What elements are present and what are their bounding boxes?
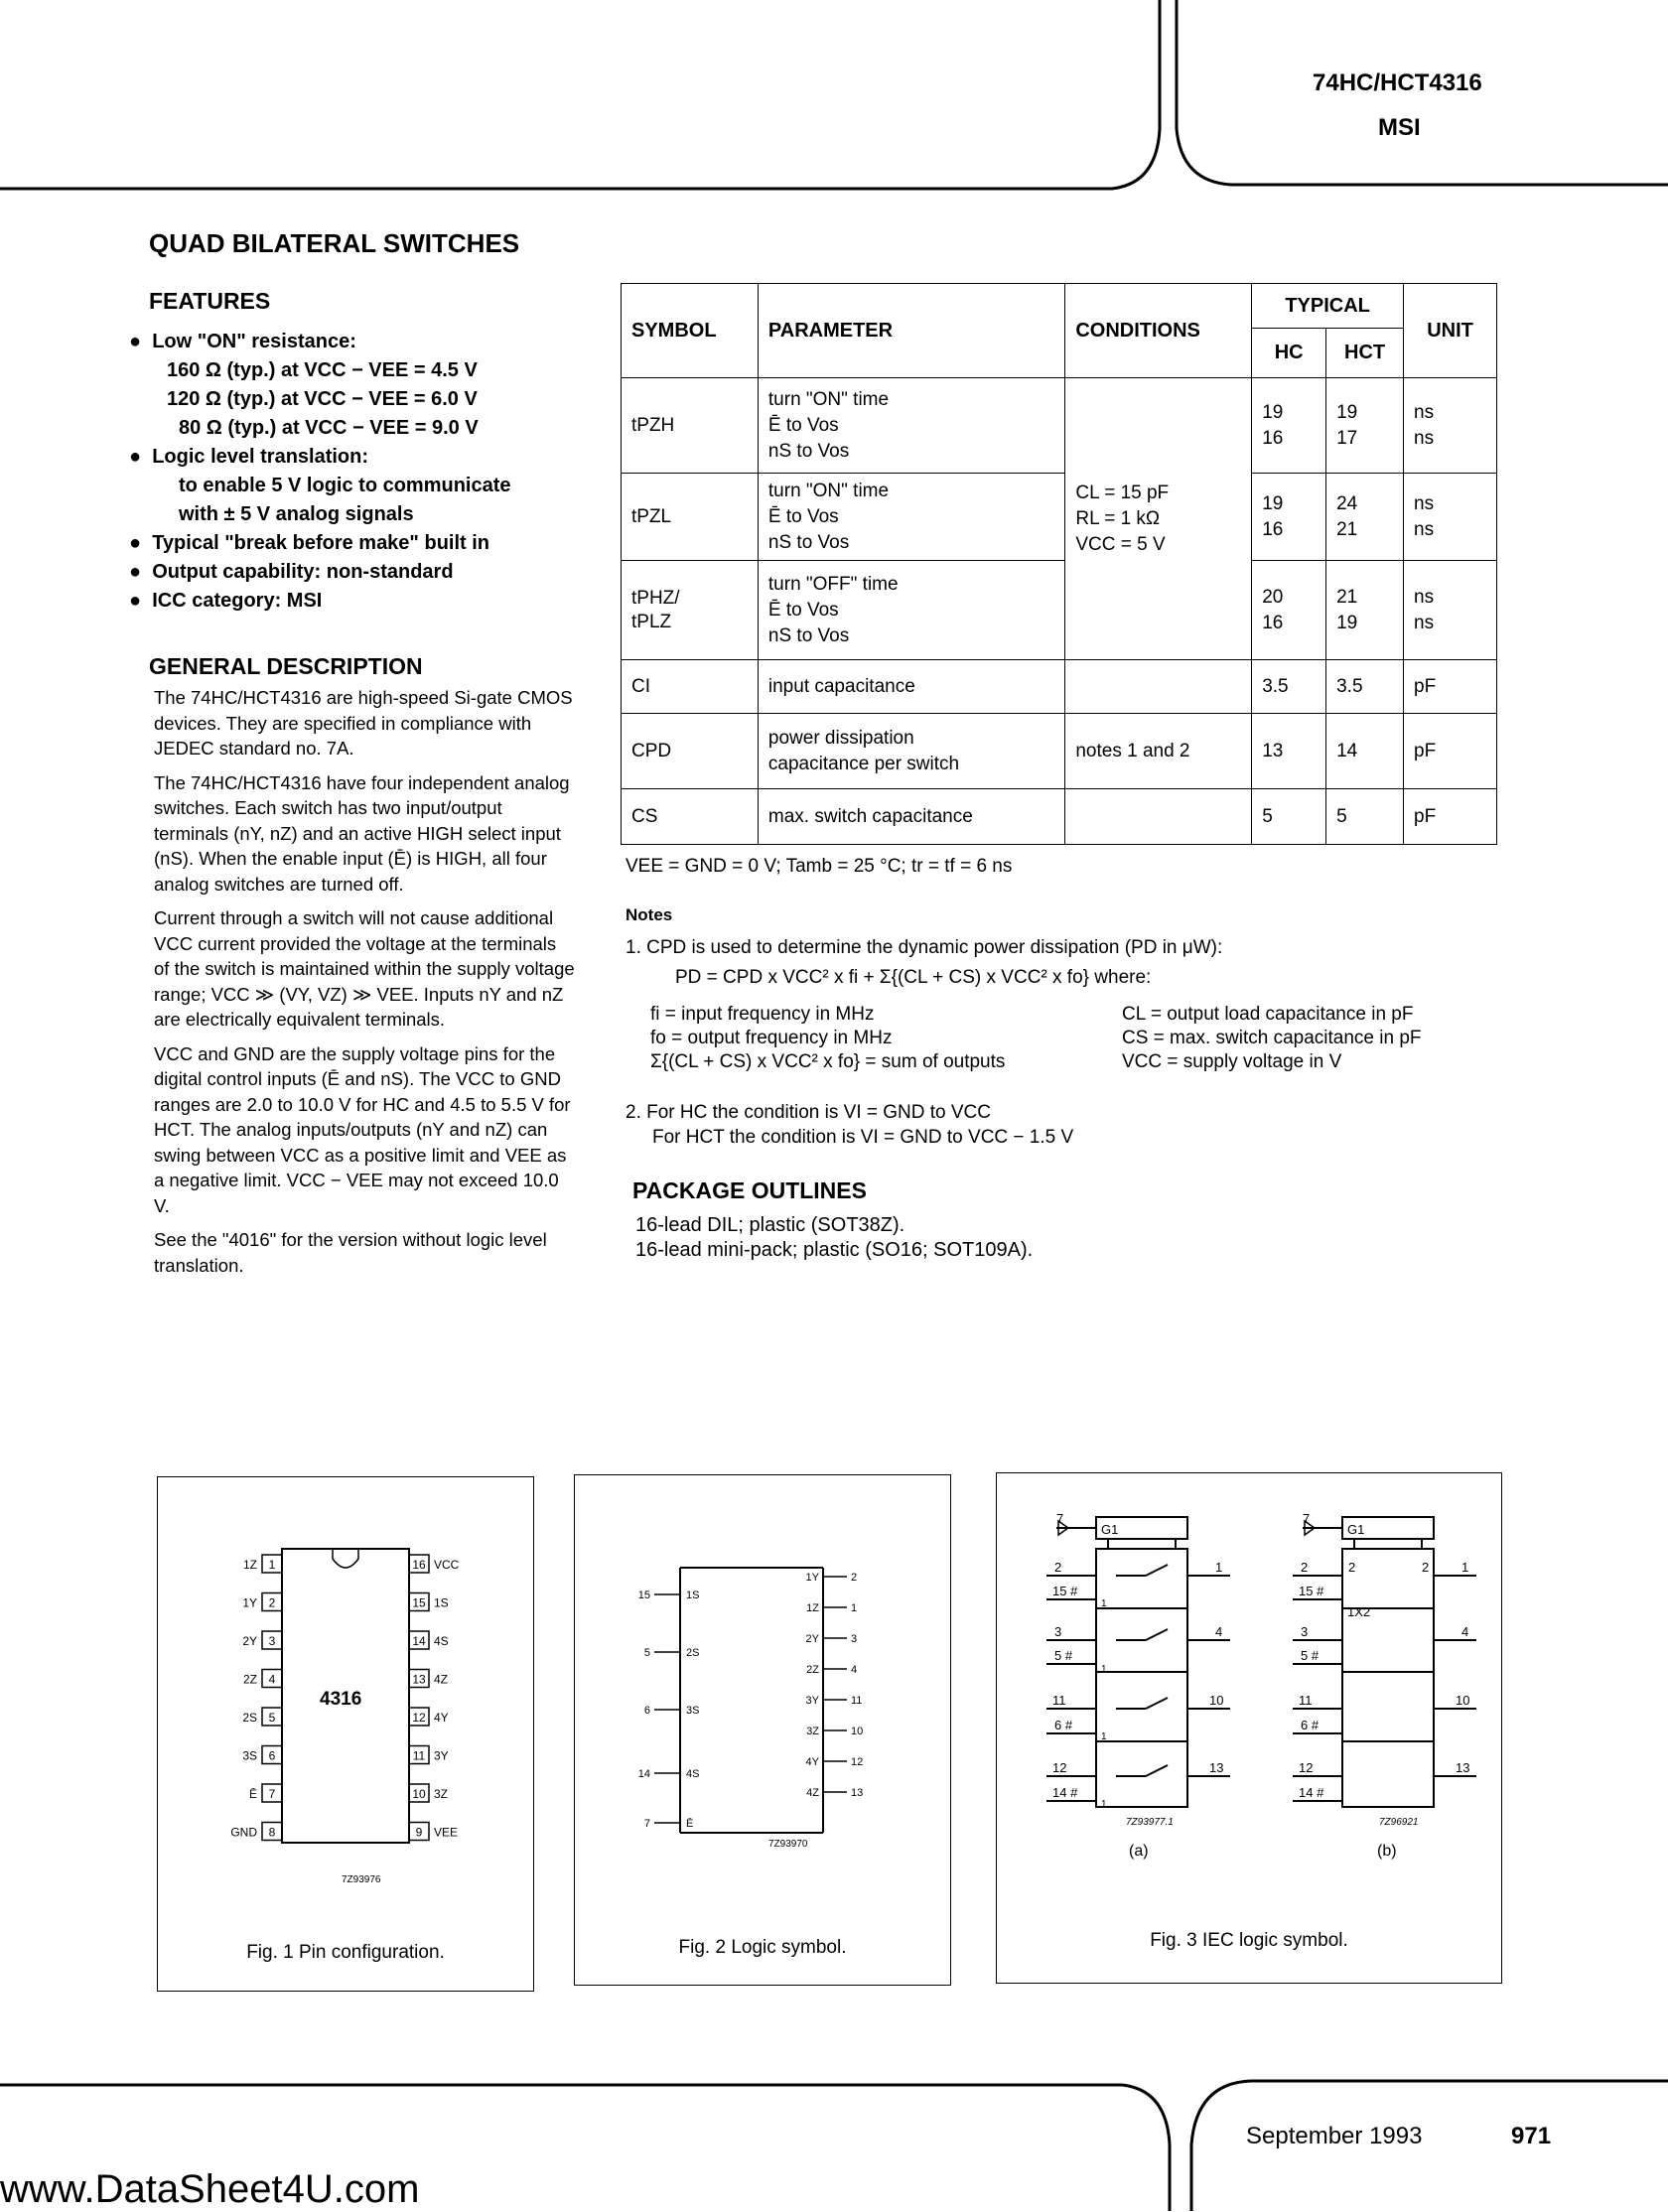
cell-hct: 21 19 [1326, 561, 1404, 660]
definition: CL = output load capacitance in pF [1122, 1004, 1414, 1025]
cell-unit: pF [1404, 789, 1497, 845]
package-heading: PACKAGE OUTLINES [632, 1177, 867, 1203]
fig3a-code: 7Z93977.1 [1126, 1817, 1174, 1828]
definition: VCC = supply voltage in V [1122, 1051, 1342, 1072]
feature-subitem: 120 Ω (typ.) at VCC − VEE = 6.0 V [167, 388, 478, 410]
pin-name: Ē [248, 1787, 257, 1801]
svg-text:1: 1 [1101, 1731, 1107, 1742]
pin-name: 4Z [434, 1672, 449, 1687]
svg-text:1: 1 [1101, 1664, 1107, 1675]
header-hc: HC [1252, 329, 1326, 378]
pin-name: 1Z [242, 1558, 257, 1572]
feature-item: ● ICC category: MSI [129, 590, 323, 612]
pin-number: 15 [412, 1595, 426, 1610]
svg-text:15 #: 15 # [1299, 1584, 1324, 1598]
feature-item: ● Output capability: non-standard [129, 561, 454, 583]
pin-name: 4Z [806, 1787, 819, 1799]
svg-text:4: 4 [1461, 1624, 1469, 1639]
pin-number: 1 [268, 1558, 276, 1572]
pin-name: 1S [434, 1595, 449, 1610]
svg-text:12: 12 [1299, 1760, 1314, 1775]
pin-name: 1Y [242, 1595, 257, 1610]
feature-subitem: with ± 5 V analog signals [179, 503, 414, 525]
table-row [622, 789, 1497, 845]
svg-text:4: 4 [1215, 1624, 1223, 1639]
pin-number: 11 [412, 1748, 426, 1763]
cell-hct: 24 21 [1326, 474, 1404, 561]
cell-symbol: tPHZ/ tPLZ [622, 561, 759, 660]
pin-name: 4Y [805, 1756, 819, 1768]
pin-name: 4Y [434, 1711, 449, 1725]
pin-name: 3S [686, 1705, 700, 1717]
fig1-pin-configuration [157, 1476, 534, 1992]
table-footnote: VEE = GND = 0 V; Tamb = 25 °C; tr = tf = 6 ns [626, 856, 1013, 877]
fig2-diagram [575, 1475, 950, 1912]
pin-number: 3 [851, 1633, 858, 1645]
definition: Σ{(CL + CS) x VCC² x fo} = sum of outputs [650, 1051, 1006, 1072]
pin-number: 11 [851, 1695, 863, 1707]
svg-text:13: 13 [1209, 1760, 1224, 1775]
table-row [622, 474, 1497, 561]
pin-name: 2S [686, 1647, 700, 1659]
pin-number: 5 [643, 1647, 650, 1659]
cell-unit: pF [1404, 714, 1497, 789]
pin-number: 1 [851, 1602, 858, 1614]
pin-name: 3S [242, 1748, 257, 1763]
svg-text:2: 2 [1348, 1560, 1356, 1575]
header-conditions: CONDITIONS [1065, 284, 1252, 378]
pin-name: VCC [434, 1558, 460, 1572]
svg-text:G1: G1 [1347, 1522, 1365, 1537]
feature-subitem: to enable 5 V logic to communicate [179, 475, 511, 496]
svg-text:1: 1 [1461, 1560, 1469, 1575]
svg-text:6 #: 6 # [1054, 1718, 1073, 1732]
fig3-diagram [997, 1473, 1501, 1910]
cell-hc: 20 16 [1252, 561, 1326, 660]
svg-text:10: 10 [1209, 1693, 1224, 1708]
pin-number: 14 [637, 1768, 650, 1780]
header-hct: HCT [1326, 329, 1404, 378]
pin-number: 4 [268, 1672, 276, 1687]
svg-text:11: 11 [1299, 1693, 1313, 1708]
fig2-caption: Fig. 2 Logic symbol. [678, 1937, 847, 1958]
pin-number: 14 [412, 1634, 426, 1648]
svg-text:3: 3 [1301, 1624, 1309, 1639]
cell-parameter: power dissipation capacitance per switch [758, 714, 1064, 789]
cell-hct: 5 [1326, 789, 1404, 845]
feature-item: ● Low "ON" resistance: [129, 331, 356, 352]
general-description-body [154, 685, 576, 1287]
svg-text:14 #: 14 # [1299, 1785, 1324, 1800]
pin-name: Ē [686, 1818, 694, 1830]
pin-number: 7 [268, 1787, 276, 1801]
pin-number: 6 [643, 1705, 650, 1717]
svg-text:1: 1 [1101, 1598, 1107, 1609]
cell-parameter: turn "ON" time Ē to Vos nS to Vos [758, 474, 1064, 561]
pin-name: 3Y [434, 1748, 449, 1763]
cell-conditions [1065, 660, 1252, 714]
pin-name: 1Y [805, 1572, 819, 1584]
svg-text:6 #: 6 # [1301, 1718, 1320, 1732]
pin-number: 15 [637, 1590, 650, 1601]
definition: fi = input frequency in MHz [650, 1004, 875, 1025]
cell-parameter: turn "OFF" time Ē to Vos nS to Vos [758, 561, 1064, 660]
pin-name: GND [230, 1825, 257, 1840]
fig3-iec-logic-symbol [996, 1472, 1502, 1984]
pin-name: 2Y [805, 1633, 819, 1645]
svg-text:5 #: 5 # [1301, 1648, 1320, 1663]
pin-name: 2S [242, 1711, 257, 1725]
definition: CS = max. switch capacitance in pF [1122, 1028, 1422, 1048]
svg-text:12: 12 [1052, 1760, 1067, 1775]
package-line: 16-lead DIL; plastic (SOT38Z). [635, 1214, 905, 1236]
header-typical: TYPICAL [1252, 284, 1404, 329]
svg-text:1: 1 [1215, 1560, 1223, 1575]
description-paragraph: See the "4016" for the version without logic level translation. [154, 1229, 547, 1276]
cell-unit: ns ns [1404, 378, 1497, 474]
pin-number: 13 [412, 1672, 426, 1687]
pin-number: 5 [268, 1711, 276, 1725]
features-list [129, 328, 596, 616]
table-row [622, 660, 1497, 714]
cell-hct: 3.5 [1326, 660, 1404, 714]
svg-text:7: 7 [1303, 1511, 1311, 1526]
cell-parameter: input capacitance [758, 660, 1064, 714]
package-line: 16-lead mini-pack; plastic (SO16; SOT109A). [635, 1239, 1034, 1261]
cell-hc: 19 16 [1252, 378, 1326, 474]
features-heading: FEATURES [149, 288, 271, 314]
pin-name: 3Z [434, 1787, 449, 1801]
svg-text:2: 2 [1054, 1560, 1062, 1575]
pin-name: 2Y [242, 1634, 257, 1648]
note-1-defs-right [1122, 1003, 1422, 1074]
svg-text:7: 7 [1056, 1511, 1064, 1526]
cell-unit: ns ns [1404, 561, 1497, 660]
cell-symbol: tPZH [622, 378, 759, 474]
page-title: QUAD BILATERAL SWITCHES [149, 228, 520, 258]
table-row [622, 561, 1497, 660]
fig3b-code: 7Z96921 [1379, 1817, 1419, 1828]
footer-page-number: 971 [1511, 2123, 1552, 2149]
cell-unit: pF [1404, 660, 1497, 714]
cell-symbol: CI [622, 660, 759, 714]
table-row [622, 714, 1497, 789]
svg-text:13: 13 [1456, 1760, 1470, 1775]
description-paragraph: The 74HC/HCT4316 are high-speed Si-gate CMOS devices. They are specified in compliance with JEDEC standard no. 7A. [154, 687, 573, 759]
fig3-caption: Fig. 3 IEC logic symbol. [1150, 1930, 1348, 1951]
header-parameter: PARAMETER [758, 284, 1064, 378]
cell-symbol: CPD [622, 714, 759, 789]
category-label: MSI [1378, 114, 1421, 141]
pin-number: 12 [412, 1711, 426, 1725]
description-paragraph: VCC and GND are the supply voltage pins for the digital control inputs (Ē and nS). The VCC to GND ranges are 2.0 to 10.0 V for HC and 4.5 to 5.5 V for HCT. The analog inputs/outputs (nY and nZ) can swing between VCC as a positive limit and VEE as a negative limit. VCC − VEE may not exceed 10.0 V. [154, 1042, 571, 1216]
cell-symbol: tPZL [622, 474, 759, 561]
pin-number: 10 [412, 1787, 426, 1801]
pin-number: 9 [415, 1825, 423, 1840]
fig2-logic-symbol [574, 1474, 951, 1986]
svg-text:15 #: 15 # [1052, 1584, 1078, 1598]
pin-name: 4S [686, 1768, 700, 1780]
cell-hc: 5 [1252, 789, 1326, 845]
svg-text:1: 1 [1101, 1799, 1107, 1810]
feature-item: ● Logic level translation: [129, 446, 369, 468]
cell-hc: 13 [1252, 714, 1326, 789]
svg-text:5 #: 5 # [1054, 1648, 1073, 1663]
pin-name: 4S [434, 1634, 449, 1648]
general-description-heading: GENERAL DESCRIPTION [149, 653, 423, 679]
pin-number: 12 [851, 1756, 864, 1768]
definition: fo = output frequency in MHz [650, 1028, 893, 1048]
pin-number: 3 [268, 1634, 276, 1648]
watermark-link[interactable]: www.DataSheet4U.com [0, 2167, 420, 2211]
pin-name: 3Y [805, 1695, 819, 1707]
svg-text:2: 2 [1301, 1560, 1309, 1575]
svg-text:10: 10 [1456, 1693, 1470, 1708]
table-row [622, 378, 1497, 474]
pin-number: 10 [851, 1726, 864, 1737]
svg-text:G1: G1 [1101, 1522, 1119, 1537]
feature-subitem: 80 Ω (typ.) at VCC − VEE = 9.0 V [179, 417, 479, 439]
cell-parameter: max. switch capacitance [758, 789, 1064, 845]
note-2b: For HCT the condition is VI = GND to VCC − 1.5 V [652, 1127, 1074, 1148]
pin-number: 13 [851, 1787, 864, 1799]
feature-item: ● Typical "break before make" built in [129, 532, 490, 554]
cell-hct: 14 [1326, 714, 1404, 789]
note-1-formula: PD = CPD x VCC² x fi + Σ{(CL + CS) x VCC² x fo} where: [675, 967, 1152, 988]
header-symbol: SYMBOL [622, 284, 759, 378]
fig1-caption: Fig. 1 Pin configuration. [246, 1942, 445, 1963]
notes-heading: Notes [626, 905, 673, 924]
footer-date: September 1993 [1246, 2123, 1423, 2149]
cell-hc: 3.5 [1252, 660, 1326, 714]
fig2-code: 7Z93970 [768, 1839, 808, 1850]
svg-text:14 #: 14 # [1052, 1785, 1078, 1800]
pin-name: 1Z [806, 1602, 819, 1614]
description-paragraph: Current through a switch will not cause additional VCC current provided the voltage at the terminals of the switch is maintained within the supply voltage range; VCC ≫ (VY, VZ) ≫ VEE. Inputs nY and nZ are electrically equivalent terminals. [154, 907, 575, 1030]
cell-unit: ns ns [1404, 474, 1497, 561]
iec-1x2-label: 1X2 [1347, 1604, 1371, 1619]
pin-name: 2Z [806, 1664, 819, 1676]
pin-name: 2Z [242, 1672, 257, 1687]
description-paragraph: The 74HC/HCT4316 have four independent analog switches. Each switch has two input/output terminals (nY, nZ) and an active HIGH select input (nS). When the enable input (Ē) is HIGH, all four analog switches are turned off. [154, 771, 570, 895]
part-number: 74HC/HCT4316 [1313, 69, 1482, 96]
cell-conditions [1065, 789, 1252, 845]
fig3a-label: (a) [1129, 1843, 1149, 1860]
svg-text:2: 2 [1422, 1560, 1430, 1575]
pin-number: 16 [412, 1558, 426, 1572]
fig1-code: 7Z93976 [342, 1874, 381, 1885]
cell-hct: 19 17 [1326, 378, 1404, 474]
package-list [635, 1213, 1033, 1263]
pin-number: 8 [268, 1825, 276, 1840]
note-2a: 2. For HC the condition is VI = GND to VCC [626, 1102, 991, 1123]
cell-conditions-merged: CL = 15 pF RL = 1 kΩ VCC = 5 V [1065, 378, 1252, 660]
pin-name: 1S [686, 1590, 700, 1601]
pin-name: 3Z [806, 1726, 819, 1737]
pin-name: VEE [434, 1825, 459, 1840]
cell-symbol: CS [622, 789, 759, 845]
svg-text:3: 3 [1054, 1624, 1062, 1639]
pin-number: 7 [643, 1818, 650, 1830]
characteristics-table [621, 283, 1497, 845]
cell-parameter: turn "ON" time Ē to Vos nS to Vos [758, 378, 1064, 474]
svg-text:11: 11 [1052, 1693, 1066, 1708]
pin-number: 2 [268, 1595, 276, 1610]
note-1: 1. CPD is used to determine the dynamic power dissipation (PD in μW): [626, 937, 1223, 958]
feature-subitem: 160 Ω (typ.) at VCC − VEE = 4.5 V [167, 359, 478, 381]
fig3b-label: (b) [1377, 1843, 1397, 1860]
chip-label: 4316 [320, 1689, 362, 1710]
cell-hc: 19 16 [1252, 474, 1326, 561]
pin-number: 2 [851, 1572, 858, 1584]
pin-number: 4 [851, 1664, 858, 1676]
note-1-defs-left [650, 1003, 1005, 1074]
pin-number: 6 [268, 1748, 276, 1763]
cell-conditions: notes 1 and 2 [1065, 714, 1252, 789]
header-unit: UNIT [1404, 284, 1497, 378]
